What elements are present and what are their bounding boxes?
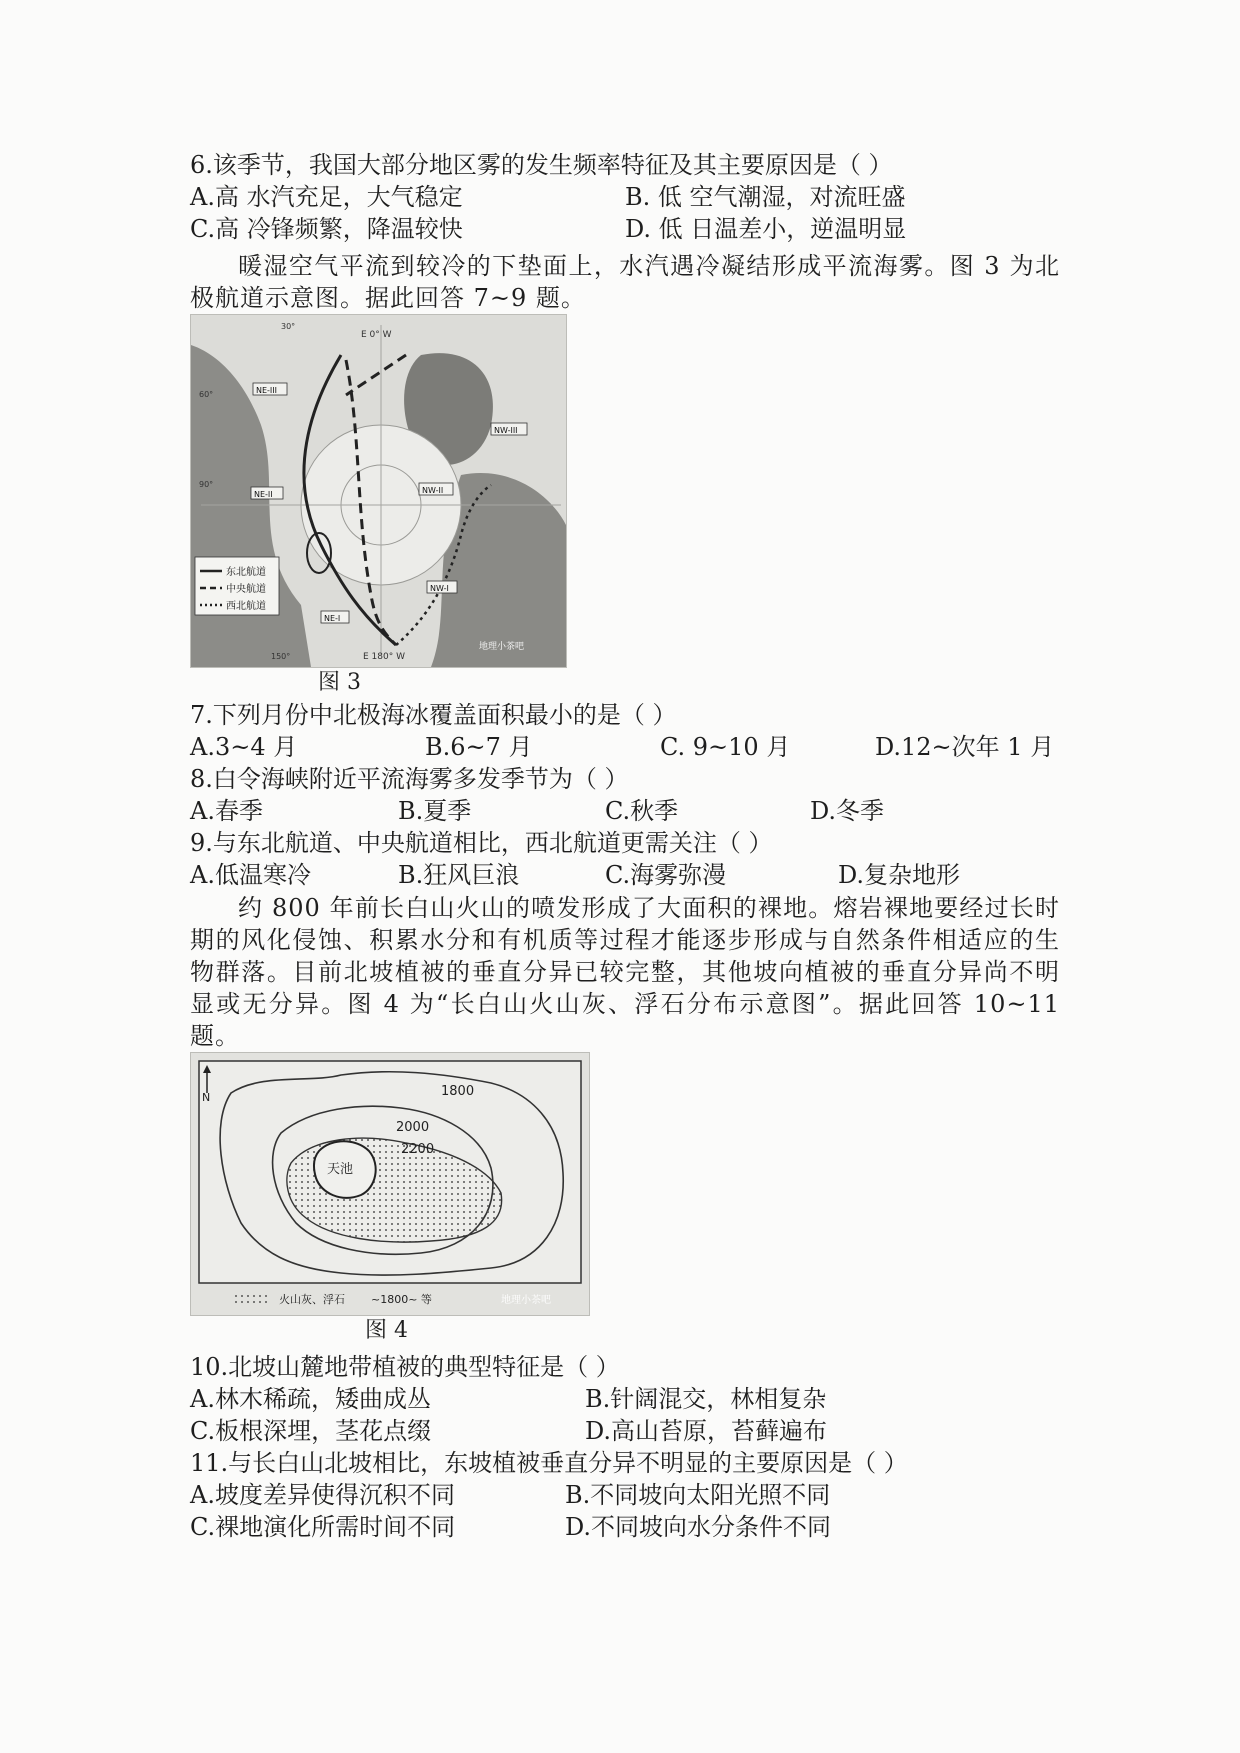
q6-option-a: A.高 水汽充足，大气稳定	[190, 183, 463, 211]
svg-text:150°: 150°	[271, 652, 291, 661]
q10-option-a: A.林木稀疏，矮曲成丛	[190, 1385, 431, 1413]
north-label: N	[202, 1091, 211, 1104]
figure-4-caption: 图 4	[365, 1318, 408, 1343]
passage-changbai: 约 800 年前长白山火山的喷发形成了大面积的裸地。熔岩裸地要经过长时期的风化侵蚀、积累水分和有机质等过程才能逐步形成与自然条件相适应的生物群落。目前北坡植被的垂直分异已较完整，其他坡向植被的垂直分异尚不明显或无分异。图 4 为“长白山火山灰、浮石分布示意图”。据此回答 10~11 题。	[190, 894, 1060, 1050]
q9-option-d: D.复杂地形	[838, 861, 961, 889]
svg-text:NE-II: NE-II	[254, 490, 273, 499]
q6-stem: 6.该季节，我国大部分地区雾的发生频率特征及其主要原因是（ ）	[190, 151, 893, 179]
svg-text:90°: 90°	[199, 480, 214, 489]
arctic-map-svg	[191, 315, 566, 667]
figure-4-changbai-map	[190, 1052, 590, 1316]
legend-northeast: 东北航道	[226, 567, 266, 578]
q11-option-b: B.不同坡向太阳光照不同	[565, 1481, 831, 1509]
contour-label-2000: 2000	[396, 1120, 430, 1135]
q7-option-d: D.12~次年 1 月	[875, 733, 1055, 761]
q6-option-d: D. 低 日温差小，逆温明显	[625, 215, 907, 243]
q7-stem: 7.下列月份中北极海冰覆盖面积最小的是（ ）	[190, 701, 677, 729]
q6-option-b: B. 低 空气潮湿，对流旺盛	[625, 183, 906, 211]
figure-3-arctic-map	[190, 314, 567, 668]
q10-stem: 10.北坡山麓地带植被的典型特征是（ ）	[190, 1353, 620, 1381]
figure-3-caption: 图 3	[318, 670, 361, 695]
q11-option-c: C.裸地演化所需时间不同	[190, 1513, 456, 1541]
svg-text:60°: 60°	[199, 390, 214, 399]
q11-option-d: D.不同坡向水分条件不同	[565, 1513, 832, 1541]
lake-label: 天池	[327, 1162, 354, 1177]
q9-option-c: C.海雾弥漫	[605, 861, 727, 889]
meridian-0-label: E 0° W	[361, 330, 392, 340]
legend-ash: 火山灰、浮石	[279, 1293, 345, 1306]
q10-option-b: B.针阔混交，林相复杂	[585, 1385, 827, 1413]
q11-stem: 11.与长白山北坡相比，东坡植被垂直分异不明显的主要原因是（ ）	[190, 1449, 908, 1477]
q7-option-c: C. 9~10 月	[660, 733, 791, 761]
contour-label-2200: 2200	[401, 1142, 435, 1157]
passage-fog: 暖湿空气平流到较冷的下垫面上，水汽遇冷凝结形成平流海雾。图 3 为北极航道示意图。据此回答 7~9 题。	[190, 252, 1060, 312]
svg-text:NW-III: NW-III	[494, 426, 518, 435]
svg-text:NW-II: NW-II	[422, 486, 444, 495]
q7-option-a: A.3~4 月	[190, 733, 298, 761]
svg-text:NW-I: NW-I	[430, 584, 449, 593]
q7-option-b: B.6~7 月	[425, 733, 533, 761]
changbai-map-svg	[191, 1053, 589, 1315]
q9-option-a: A.低温寒冷	[190, 861, 311, 889]
q6-option-c: C.高 冷锋频繁，降温较快	[190, 215, 463, 243]
legend-central: 中央航道	[226, 584, 266, 595]
meridian-180-label: E 180° W	[363, 652, 405, 662]
q10-option-c: C.板根深埋，茎花点缀	[190, 1417, 432, 1445]
watermark: 地理小茶吧	[501, 1295, 551, 1306]
q11-option-a: A.坡度差异使得沉积不同	[190, 1481, 455, 1509]
q8-option-b: B.夏季	[398, 797, 472, 825]
legend-northwest: 西北航道	[226, 601, 266, 612]
contour-label-1800: 1800	[441, 1084, 475, 1099]
q9-option-b: B.狂风巨浪	[398, 861, 520, 889]
svg-text:NE-I: NE-I	[324, 614, 341, 623]
q8-option-d: D.冬季	[810, 797, 885, 825]
q8-stem: 8.白令海峡附近平流海雾多发季节为（ ）	[190, 765, 629, 793]
svg-text:30°: 30°	[281, 322, 296, 331]
q8-option-a: A.春季	[190, 797, 263, 825]
svg-text:NE-III: NE-III	[256, 386, 278, 395]
watermark: 地理小茶吧	[479, 642, 525, 652]
q9-stem: 9.与东北航道、中央航道相比，西北航道更需关注（ ）	[190, 829, 773, 857]
q10-option-d: D.高山苔原，苔藓遍布	[585, 1417, 828, 1445]
legend-contour: ~1800~ 等	[371, 1293, 432, 1306]
q8-option-c: C.秋季	[605, 797, 679, 825]
